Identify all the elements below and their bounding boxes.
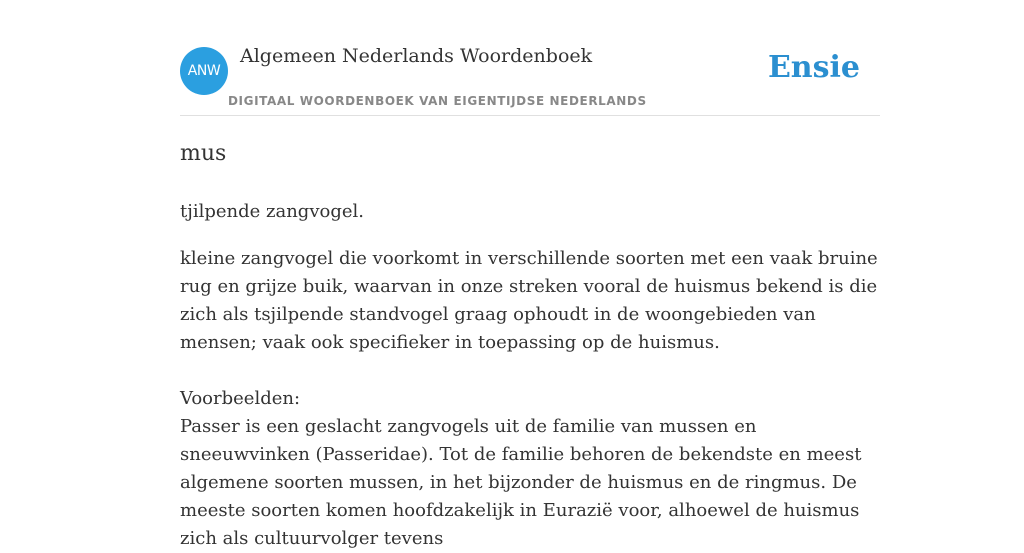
example-text: Passer is een geslacht zangvogels uit de familie van mussen en sneeuwvinken (Passeridae). Tot de familie behoren de bekendste en meest algemene soorten mussen, in het bijzonder de huismus en de ringmus. De meeste soorten komen hoofdzakelijk in Eurazië voor, alhoewel de huismus zich als cultuurvolger tevens <box>180 416 862 549</box>
examples-label: Voorbeelden: <box>180 388 301 409</box>
site-header <box>180 0 880 116</box>
long-definition: kleine zangvogel die voorkomt in verschillende soorten met een vaak bruine rug en grijze buik, waarvan in onze streken vooral de huismus bekend is die zich als tsjilpende standvogel graag ophoudt in de woongebieden van mensen; vaak ook specifieker in toepassing op de huismus. <box>180 248 878 353</box>
entry-content <box>180 138 880 553</box>
entry-headword: mus <box>180 141 227 166</box>
site-subtitle: DIGITAAL WOORDENBOEK VAN EIGENTIJDSE NEDERLANDS <box>228 94 647 108</box>
site-title[interactable]: Algemeen Nederlands Woordenboek <box>240 45 593 67</box>
ensie-brand-link[interactable]: Ensie <box>767 50 860 85</box>
page <box>180 0 880 549</box>
anw-logo[interactable]: ANW <box>180 47 228 95</box>
short-definition: tjilpende zangvogel. <box>180 201 364 222</box>
